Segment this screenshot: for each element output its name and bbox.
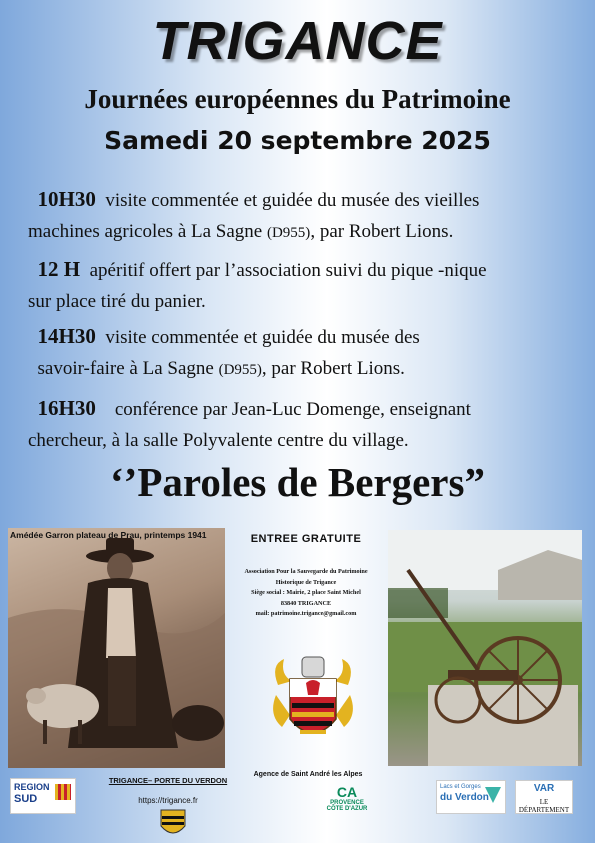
- program-text: conférence par Jean-Luc Domenge, enseignant: [114, 399, 471, 420]
- region-sud-logo: [10, 778, 76, 814]
- program-time: 10H30: [37, 187, 96, 211]
- program-time: 16H30: [37, 396, 96, 420]
- assoc-line: Siège social : Mairie, 2 place Saint Michel: [251, 589, 361, 596]
- machine-illustration: [388, 530, 582, 766]
- program-time: 14H30: [37, 324, 96, 348]
- ca-region: PROVENCE: [330, 800, 364, 806]
- program-text: savoir-faire à La Sagne: [37, 358, 219, 379]
- website-link[interactable]: https://trigance.fr: [138, 796, 198, 805]
- program-text: visite commentée et guidée du musée des vieilles: [105, 190, 480, 211]
- trigance-porte-label: TRIGANCE– PORTE DU VERDON: [108, 776, 228, 785]
- assoc-email: mail: patrimoine.trigance@gmail.com: [255, 610, 357, 617]
- ca-region-2: CÔTE D'AZUR: [326, 806, 368, 812]
- trigance-coat-of-arms-icon: [270, 655, 356, 756]
- assoc-line: Historique de Trigance: [275, 578, 337, 586]
- program-text: visite commentée et guidée du musée des: [105, 327, 420, 348]
- program-item-1: [28, 184, 578, 249]
- var-mark: VAR: [533, 783, 555, 794]
- verdon-label: du Verdon: [440, 792, 489, 803]
- program-text: apéritif offert par l’association suivi du pique -nique: [89, 260, 487, 281]
- ca-mark: CA: [336, 784, 358, 800]
- farm-machine-photo: [388, 530, 582, 766]
- road-label: (D955): [266, 225, 311, 241]
- program-item-3: [28, 321, 578, 386]
- bank-agency-label: Agence de Saint André les Alpes: [253, 771, 363, 778]
- small-coat-of-arms-icon: [158, 808, 188, 843]
- region-sud-label: SUD: [14, 793, 38, 805]
- conference-title: ‘’Paroles de Bergers”: [110, 459, 485, 505]
- verdon-logo: [436, 780, 506, 814]
- association-info: [240, 533, 372, 620]
- program-text: , par Robert Lions.: [310, 221, 454, 242]
- credit-agricole-logo: [322, 784, 372, 812]
- program-text: chercheur, à la salle Polyvalente centre du village.: [28, 430, 409, 451]
- poster-subtitle: Journées européennes du Patrimoine: [84, 84, 511, 114]
- departement-label: LE DÉPARTEMENT: [518, 798, 570, 814]
- program-text: machines agricoles à La Sagne: [28, 221, 267, 242]
- poster-title: TRIGANCE: [152, 11, 443, 71]
- shepherd-photo: [8, 528, 225, 768]
- program-text: sur place tiré du panier.: [28, 291, 206, 312]
- program-time: 12 H: [37, 257, 81, 281]
- verdon-gorge-icon: [485, 787, 501, 803]
- program-text: , par Robert Lions.: [261, 358, 405, 379]
- verdon-top-label: Lacs et Gorges: [440, 784, 481, 790]
- program-item-4: [28, 393, 578, 456]
- var-departement-logo: [515, 780, 573, 814]
- free-entry-label: ENTREE GRATUITE: [250, 533, 362, 545]
- region-flag-icon: [55, 784, 71, 800]
- shepherd-illustration: [8, 528, 225, 768]
- program-item-2: [28, 254, 578, 317]
- assoc-line: Association Pour la Sauvegarde du Patrimoine: [244, 568, 368, 575]
- road-label: (D955): [218, 362, 262, 378]
- assoc-line: 83840 TRIGANCE: [280, 599, 332, 607]
- event-date: Samedi 20 septembre 2025: [104, 126, 491, 155]
- region-label: REGION: [14, 782, 50, 792]
- photo-caption: Amédée Garron plateau de Prau, printemps 1941: [10, 530, 207, 540]
